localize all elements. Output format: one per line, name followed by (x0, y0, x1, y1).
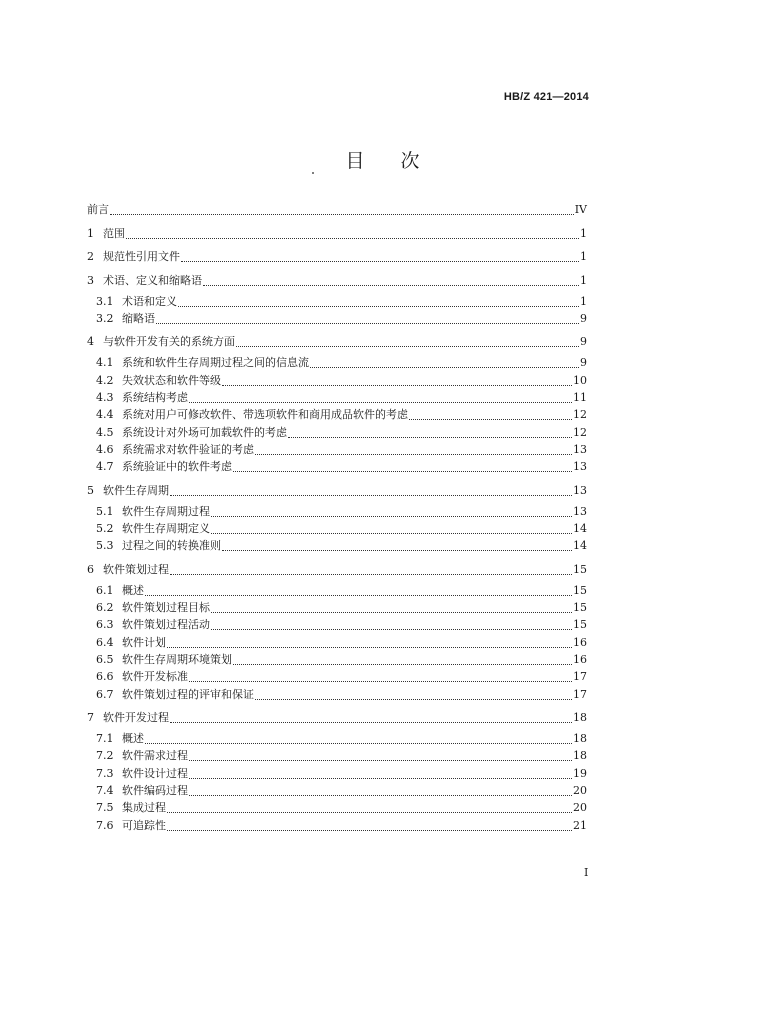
dot-leader (236, 345, 579, 347)
toc-entry-page: 12 (573, 408, 587, 422)
toc-entry (96, 504, 587, 520)
toc-entry (96, 311, 587, 327)
toc-entry-number: 4.7 (96, 460, 114, 474)
toc-entry-label: 系统验证中的软件考虑 (122, 460, 232, 474)
toc-entry-label: 软件开发标准 (122, 670, 188, 684)
toc-entry-label: 系统设计对外场可加载软件的考虑 (122, 425, 287, 439)
toc-entry-page: 15 (573, 562, 587, 576)
toc-entry-page: 21 (573, 818, 587, 832)
toc-entry-label: 集成过程 (122, 801, 166, 815)
toc-entry (96, 425, 587, 441)
toc-entry (96, 731, 587, 747)
toc-entry (96, 652, 587, 668)
toc-entry-page: 20 (573, 801, 587, 815)
toc-entry-number: 7.6 (96, 818, 114, 832)
toc-entry-label: 可追踪性 (122, 818, 166, 832)
toc-entry-label: 范围 (103, 226, 125, 240)
dot-leader (211, 515, 572, 517)
toc-entry-number: 6.7 (96, 687, 114, 701)
toc-entry-label: 缩略语 (122, 311, 155, 325)
toc-entry-number: 7.2 (96, 749, 114, 763)
toc-entry-page: 18 (573, 732, 587, 745)
dot-leader (233, 470, 572, 472)
toc-entry (87, 483, 587, 499)
toc-entry-label: 软件策划过程目标 (122, 601, 210, 614)
dot-leader (110, 213, 574, 215)
toc-entry-page: 1 (580, 273, 587, 287)
toc-entry-label: 软件设计过程 (122, 766, 188, 780)
toc-entry (96, 294, 587, 310)
dot-leader (145, 594, 572, 596)
toc-entry (87, 202, 587, 218)
toc-entry (87, 710, 587, 726)
toc-entry-page: 1 (580, 250, 587, 263)
toc-entry-page: 11 (573, 390, 587, 404)
dot-leader (189, 777, 572, 779)
dot-leader (145, 742, 572, 744)
toc-entry-number: 3.2 (96, 311, 114, 325)
toc-entry-number: 4 (87, 335, 94, 349)
toc-entry-label: 系统和软件生存周期过程之间的信息流 (122, 356, 309, 370)
toc-entry (96, 687, 587, 703)
toc-entry-label: 系统需求对软件验证的考虑 (122, 442, 254, 456)
dot-leader (170, 573, 572, 575)
toc-entry-label: 软件生存周期过程 (122, 504, 210, 518)
toc-entry-label: 软件策划过程活动 (122, 618, 210, 632)
toc-entry (96, 800, 587, 816)
toc-entry (96, 766, 587, 782)
toc-entry (96, 669, 587, 685)
toc-entry-label: 软件生存周期 (103, 483, 169, 497)
toc-entry-page: 1 (580, 294, 587, 308)
toc-entry-number: 6.3 (96, 618, 114, 632)
dot-leader (222, 549, 572, 551)
toc-entry (96, 373, 587, 389)
dot-leader (409, 418, 572, 420)
toc-entry-number: 3 (87, 273, 94, 287)
toc-entry-page: 15 (573, 601, 587, 614)
toc-entry-page: 13 (573, 442, 587, 456)
toc-entry-number: 4.5 (96, 425, 114, 439)
toc-entry-label: 软件计划 (122, 635, 166, 649)
dot-leader (255, 698, 572, 700)
standard-code: HB/Z 421—2014 (503, 91, 589, 103)
page-title: 目次 (345, 150, 456, 172)
toc-entry (96, 442, 587, 458)
toc-entry (96, 355, 587, 371)
toc-entry-number: 6.6 (96, 670, 114, 684)
toc-entry (87, 273, 587, 289)
toc-entry-page: 13 (573, 483, 587, 497)
toc-entry-label: 软件策划过程的评审和保证 (122, 687, 254, 701)
toc-entry-page: 16 (573, 635, 587, 649)
toc-entry (87, 226, 587, 242)
dot-leader (167, 646, 572, 648)
toc-entry-page: 10 (573, 373, 587, 387)
toc-entry-label: 失效状态和软件等级 (122, 373, 221, 387)
toc-entry-number: 4.6 (96, 442, 114, 456)
toc-entry-number: 5.3 (96, 539, 114, 553)
toc-entry (96, 783, 587, 799)
toc-entry-number: 3.1 (96, 294, 114, 308)
dot-leader (288, 436, 572, 438)
toc-entry-number: 6.5 (96, 652, 114, 666)
toc-entry (96, 635, 587, 651)
toc-entry-label: 过程之间的转换准则 (122, 539, 221, 553)
toc-entry (96, 600, 587, 616)
toc-entry-number: 6 (87, 562, 94, 576)
toc-entry (96, 538, 587, 554)
dot-leader (222, 384, 572, 386)
toc-entry-number: 6.2 (96, 601, 114, 614)
toc-entry-page: 9 (580, 311, 587, 325)
toc-entry-page: 13 (573, 504, 587, 518)
dot-leader (189, 759, 572, 761)
toc-entry-number: 6.4 (96, 635, 114, 649)
toc-entry-label: 系统对用户可修改软件、带选项软件和商用成品软件的考虑 (122, 408, 408, 422)
dot-leader (170, 721, 572, 723)
dot-leader (181, 260, 579, 262)
toc-entry (96, 818, 587, 834)
toc-entry (87, 562, 587, 578)
toc-entry-label: 术语、定义和缩略语 (103, 273, 202, 287)
toc-entry-page: 1 (580, 226, 587, 240)
toc-entry (87, 249, 587, 265)
toc-entry-label: 前言 (87, 203, 109, 216)
dot-leader (203, 284, 579, 286)
toc-entry-page: 9 (580, 335, 587, 349)
toc-entry-label: 概述 (122, 583, 144, 597)
toc-entry-label: 规范性引用文件 (103, 250, 180, 263)
toc-entry-number: 5.2 (96, 521, 114, 535)
dot-leader (167, 811, 572, 813)
toc-entry-number: 6.1 (96, 583, 114, 597)
dot-leader (310, 366, 579, 368)
toc-entry-number: 7.1 (96, 732, 114, 745)
toc-entry-number: 1 (87, 226, 94, 240)
toc-entry-label: 软件编码过程 (122, 783, 188, 797)
toc-entry-number: 4.1 (96, 356, 114, 370)
toc-entry (96, 459, 587, 475)
toc-entry (96, 407, 587, 423)
dot-leader (189, 680, 572, 682)
toc-entry-number: 5 (87, 483, 94, 497)
toc-entry-page: 15 (573, 618, 587, 632)
dot-leader (189, 401, 572, 403)
dot-leader (156, 322, 579, 324)
dot-leader (255, 453, 572, 455)
toc-entry-number: 7.4 (96, 783, 114, 797)
toc-entry-label: 软件策划过程 (103, 562, 169, 576)
toc-entry-page: 18 (573, 711, 587, 724)
toc-entry-label: 软件生存周期定义 (122, 521, 210, 535)
toc-entry-page: 17 (573, 687, 587, 701)
dot-leader (178, 305, 579, 307)
toc-entry-page: 14 (573, 539, 587, 553)
title-mark (312, 172, 314, 174)
toc-entry-label: 概述 (122, 732, 144, 745)
page-number: I (584, 866, 589, 879)
toc-entry-page: 17 (573, 670, 587, 684)
dot-leader (211, 611, 572, 613)
toc-entry-page: 13 (573, 460, 587, 474)
toc-entry-number: 2 (87, 250, 94, 263)
toc-entry-number: 7.3 (96, 766, 114, 780)
toc-entry (96, 748, 587, 764)
toc-entry-label: 软件开发过程 (103, 711, 169, 724)
toc-entry (96, 583, 587, 599)
toc-entry-label: 软件需求过程 (122, 749, 188, 763)
dot-leader (126, 237, 579, 239)
toc-entry (96, 617, 587, 633)
dot-leader (233, 663, 572, 665)
toc-entry (96, 390, 587, 406)
toc-entry-number: 7 (87, 711, 94, 724)
toc-entry-label: 术语和定义 (122, 294, 177, 308)
dot-leader (211, 532, 572, 534)
toc-entry-page: 18 (573, 749, 587, 763)
toc-entry-label: 系统结构考虑 (122, 390, 188, 404)
toc-entry-page: 9 (580, 356, 587, 370)
dot-leader (211, 628, 572, 630)
toc-entry-number: 7.5 (96, 801, 114, 815)
toc-entry-page: IV (574, 203, 587, 216)
toc-entry-number: 5.1 (96, 504, 114, 518)
dot-leader (189, 794, 572, 796)
toc-entry-page: 15 (573, 583, 587, 597)
toc-entry-page: 16 (573, 652, 587, 666)
dot-leader (167, 829, 572, 831)
toc-entry (87, 334, 587, 350)
toc-entry (96, 521, 587, 537)
toc-entry-label: 与软件开发有关的系统方面 (103, 335, 235, 349)
dot-leader (170, 494, 572, 496)
toc-entry-label: 软件生存周期环境策划 (122, 652, 232, 666)
toc-entry-page: 20 (573, 783, 587, 797)
toc-entry-page: 14 (573, 521, 587, 535)
toc-entry-page: 19 (573, 766, 587, 780)
toc-entry-number: 4.4 (96, 408, 114, 422)
toc-entry-number: 4.2 (96, 373, 114, 387)
toc-entry-page: 12 (573, 425, 587, 439)
toc-entry-number: 4.3 (96, 390, 114, 404)
